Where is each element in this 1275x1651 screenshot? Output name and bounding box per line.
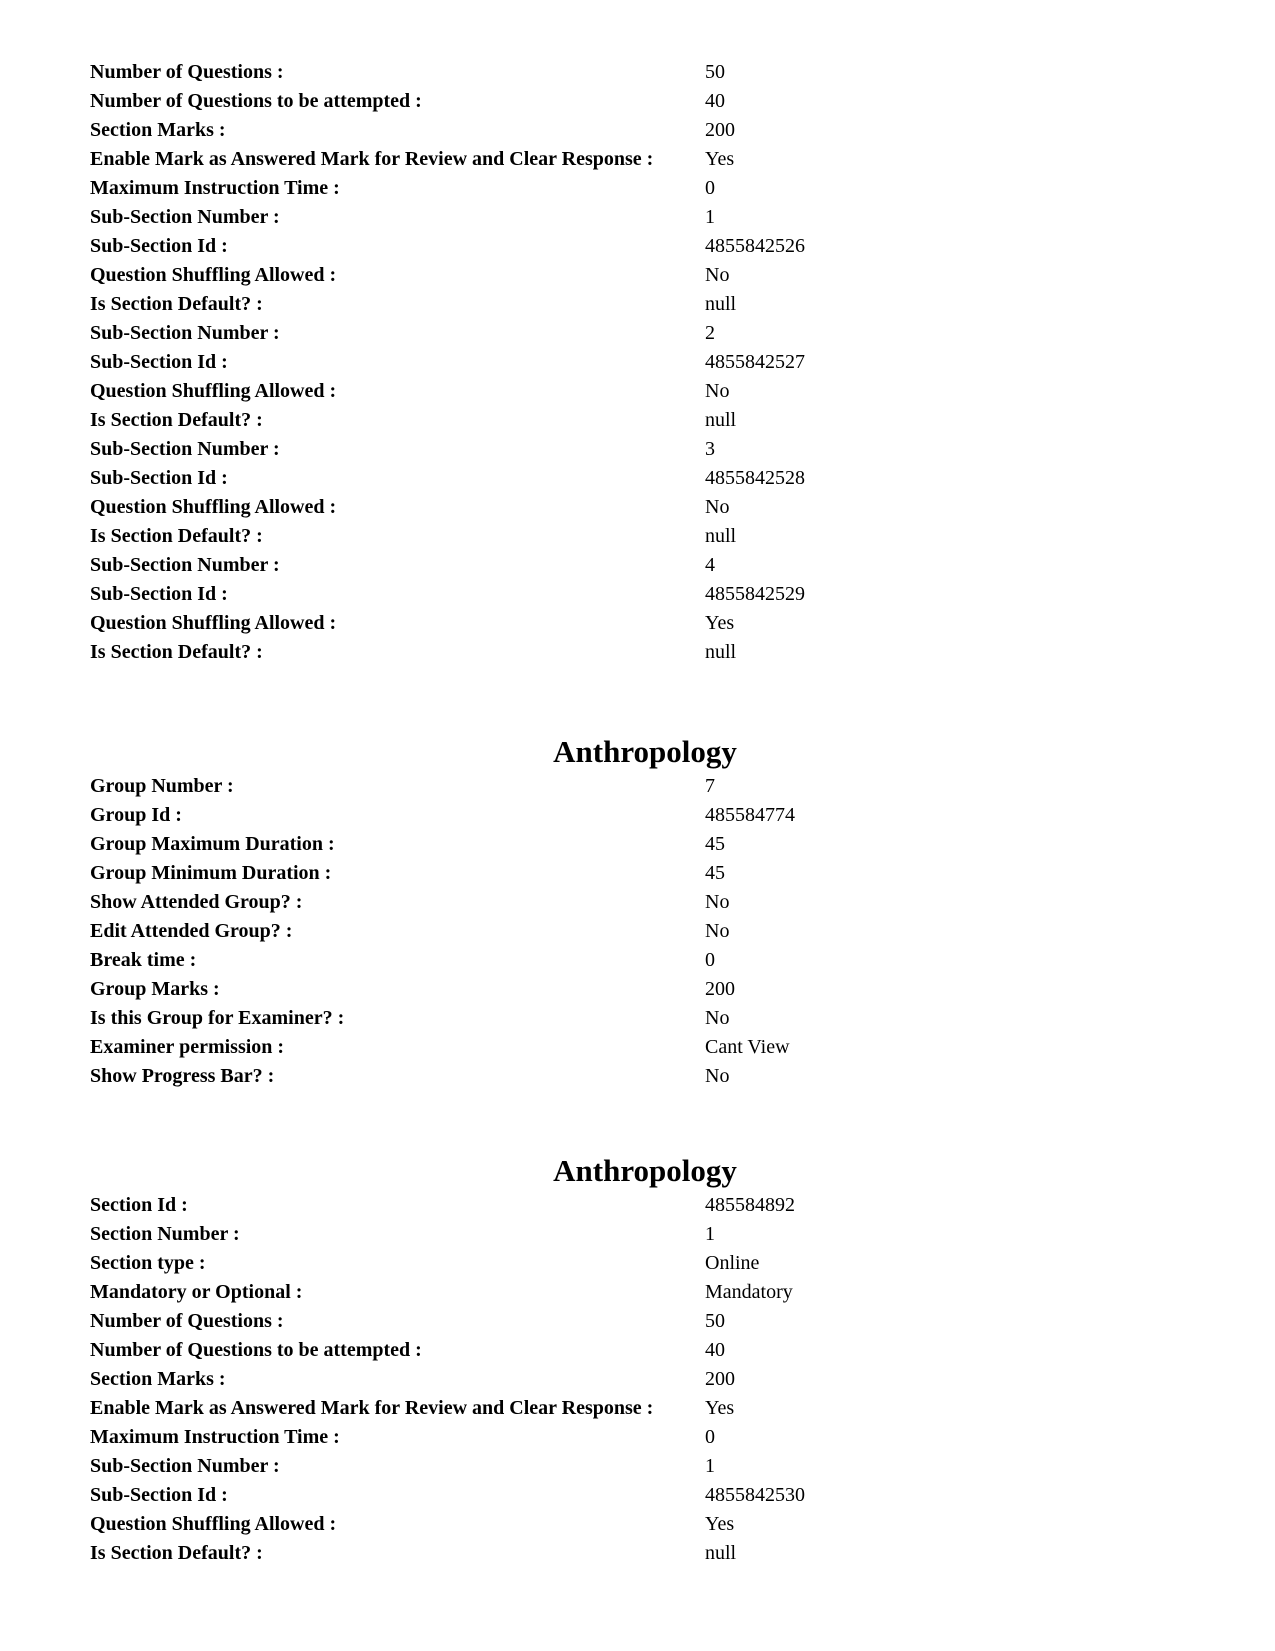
field-label: Group Id : — [90, 804, 182, 826]
field-label: Group Maximum Duration : — [90, 833, 335, 855]
detail-row — [90, 232, 1090, 261]
field-label: Number of Questions : — [90, 61, 284, 83]
detail-row — [90, 1365, 1090, 1394]
field-label: Number of Questions to be attempted : — [90, 1339, 422, 1361]
field-value: 0 — [705, 1426, 715, 1448]
field-value: 4855842529 — [705, 583, 805, 605]
field-value: 200 — [705, 119, 735, 141]
detail-row — [90, 348, 1090, 377]
field-label: Number of Questions : — [90, 1310, 284, 1332]
detail-row — [90, 580, 1090, 609]
detail-row — [90, 801, 1090, 830]
detail-row — [90, 1481, 1090, 1510]
field-label: Question Shuffling Allowed : — [90, 1513, 337, 1535]
field-value: 4855842530 — [705, 1484, 805, 1506]
field-value: null — [705, 409, 737, 431]
detail-row — [90, 174, 1090, 203]
detail-row — [90, 319, 1090, 348]
field-value: 1 — [705, 206, 715, 228]
detail-row — [90, 1452, 1090, 1481]
detail-row — [90, 1191, 1090, 1220]
field-label: Group Marks : — [90, 978, 220, 1000]
field-label: Sub-Section Number : — [90, 554, 280, 576]
field-label: Sub-Section Id : — [90, 467, 228, 489]
detail-row — [90, 464, 1090, 493]
field-value: Yes — [705, 612, 735, 634]
field-label: Is Section Default? : — [90, 293, 263, 315]
field-label: Section Number : — [90, 1223, 240, 1245]
field-value: 50 — [705, 1310, 725, 1332]
detail-row — [90, 975, 1090, 1004]
field-value: 1 — [705, 1455, 715, 1477]
detail-row — [90, 290, 1090, 319]
field-label: Maximum Instruction Time : — [90, 1426, 340, 1448]
field-value: 200 — [705, 978, 735, 1000]
detail-row — [90, 946, 1090, 975]
group-details-table — [90, 772, 1090, 1091]
field-value: No — [705, 1007, 730, 1029]
field-value: 4855842527 — [705, 351, 805, 373]
field-value: 4855842526 — [705, 235, 805, 257]
detail-row — [90, 609, 1090, 638]
field-value: 0 — [705, 177, 715, 199]
field-value: No — [705, 264, 730, 286]
detail-row — [90, 58, 1090, 87]
section-details-table-2 — [90, 1191, 1090, 1568]
section-details-table — [90, 58, 1090, 667]
detail-row — [90, 493, 1090, 522]
detail-row — [90, 1336, 1090, 1365]
field-value: null — [705, 641, 737, 663]
field-label: Sub-Section Id : — [90, 351, 228, 373]
field-value: 45 — [705, 833, 725, 855]
field-label: Is Section Default? : — [90, 1542, 263, 1564]
field-label: Maximum Instruction Time : — [90, 177, 340, 199]
field-value: 1 — [705, 1223, 715, 1245]
field-value: Online — [705, 1252, 760, 1274]
detail-row — [90, 145, 1090, 174]
field-label: Is this Group for Examiner? : — [90, 1007, 345, 1029]
detail-row — [90, 772, 1090, 801]
detail-row — [90, 830, 1090, 859]
field-label: Is Section Default? : — [90, 641, 263, 663]
field-value: Yes — [705, 1397, 735, 1419]
field-value: Mandatory — [705, 1281, 793, 1303]
field-value: 45 — [705, 862, 725, 884]
field-value: 485584892 — [705, 1194, 795, 1216]
field-label: Sub-Section Id : — [90, 1484, 228, 1506]
detail-row — [90, 203, 1090, 232]
detail-row — [90, 377, 1090, 406]
field-label: Section Id : — [90, 1194, 188, 1216]
field-value: No — [705, 496, 730, 518]
detail-row — [90, 1510, 1090, 1539]
field-value: 4 — [705, 554, 715, 576]
field-value: No — [705, 891, 730, 913]
field-label: Show Progress Bar? : — [90, 1065, 275, 1087]
field-label: Group Number : — [90, 775, 234, 797]
field-label: Section type : — [90, 1252, 206, 1274]
detail-row — [90, 1220, 1090, 1249]
field-label: Question Shuffling Allowed : — [90, 264, 337, 286]
detail-row — [90, 522, 1090, 551]
field-value: 40 — [705, 90, 725, 112]
detail-row — [90, 1278, 1090, 1307]
field-label: Break time : — [90, 949, 197, 971]
detail-row — [90, 888, 1090, 917]
field-value: 7 — [705, 775, 715, 797]
field-label: Number of Questions to be attempted : — [90, 90, 422, 112]
field-value: 485584774 — [705, 804, 795, 826]
field-label: Sub-Section Number : — [90, 206, 280, 228]
field-value: 2 — [705, 322, 715, 344]
field-value: null — [705, 1542, 737, 1564]
field-label: Sub-Section Number : — [90, 1455, 280, 1477]
detail-row — [90, 406, 1090, 435]
detail-row — [90, 1423, 1090, 1452]
detail-row — [90, 1539, 1090, 1568]
detail-row — [90, 116, 1090, 145]
field-label: Edit Attended Group? : — [90, 920, 293, 942]
field-value: 0 — [705, 949, 715, 971]
detail-row — [90, 1004, 1090, 1033]
detail-row — [90, 435, 1090, 464]
field-value: No — [705, 920, 730, 942]
field-label: Sub-Section Number : — [90, 322, 280, 344]
field-label: Show Attended Group? : — [90, 891, 303, 913]
field-label: Examiner permission : — [90, 1036, 285, 1058]
field-value: 4855842528 — [705, 467, 805, 489]
field-value: 3 — [705, 438, 715, 460]
section-heading: Anthropology — [553, 1153, 737, 1188]
field-label: Is Section Default? : — [90, 525, 263, 547]
detail-row — [90, 859, 1090, 888]
detail-row — [90, 551, 1090, 580]
field-value: Yes — [705, 1513, 735, 1535]
detail-row — [90, 1249, 1090, 1278]
field-label: Sub-Section Id : — [90, 235, 228, 257]
field-value: No — [705, 1065, 730, 1087]
field-value: No — [705, 380, 730, 402]
field-label: Section Marks : — [90, 119, 226, 141]
detail-row — [90, 1033, 1090, 1062]
field-label: Sub-Section Id : — [90, 583, 228, 605]
field-label: Group Minimum Duration : — [90, 862, 332, 884]
field-value: Yes — [705, 148, 735, 170]
group-heading: Anthropology — [553, 734, 737, 769]
detail-row — [90, 87, 1090, 116]
field-label: Enable Mark as Answered Mark for Review and Clear Response : — [90, 1397, 654, 1419]
field-value: 50 — [705, 61, 725, 83]
field-label: Question Shuffling Allowed : — [90, 380, 337, 402]
field-value: Cant View — [705, 1036, 790, 1058]
detail-row — [90, 1394, 1090, 1423]
field-label: Enable Mark as Answered Mark for Review and Clear Response : — [90, 148, 654, 170]
detail-row — [90, 1062, 1090, 1091]
field-label: Mandatory or Optional : — [90, 1281, 303, 1303]
field-value: 200 — [705, 1368, 735, 1390]
field-value: 40 — [705, 1339, 725, 1361]
field-label: Question Shuffling Allowed : — [90, 496, 337, 518]
detail-row — [90, 261, 1090, 290]
detail-row — [90, 638, 1090, 667]
detail-row — [90, 917, 1090, 946]
field-value: null — [705, 525, 737, 547]
field-label: Question Shuffling Allowed : — [90, 612, 337, 634]
field-label: Sub-Section Number : — [90, 438, 280, 460]
field-label: Is Section Default? : — [90, 409, 263, 431]
field-value: null — [705, 293, 737, 315]
field-label: Section Marks : — [90, 1368, 226, 1390]
detail-row — [90, 1307, 1090, 1336]
